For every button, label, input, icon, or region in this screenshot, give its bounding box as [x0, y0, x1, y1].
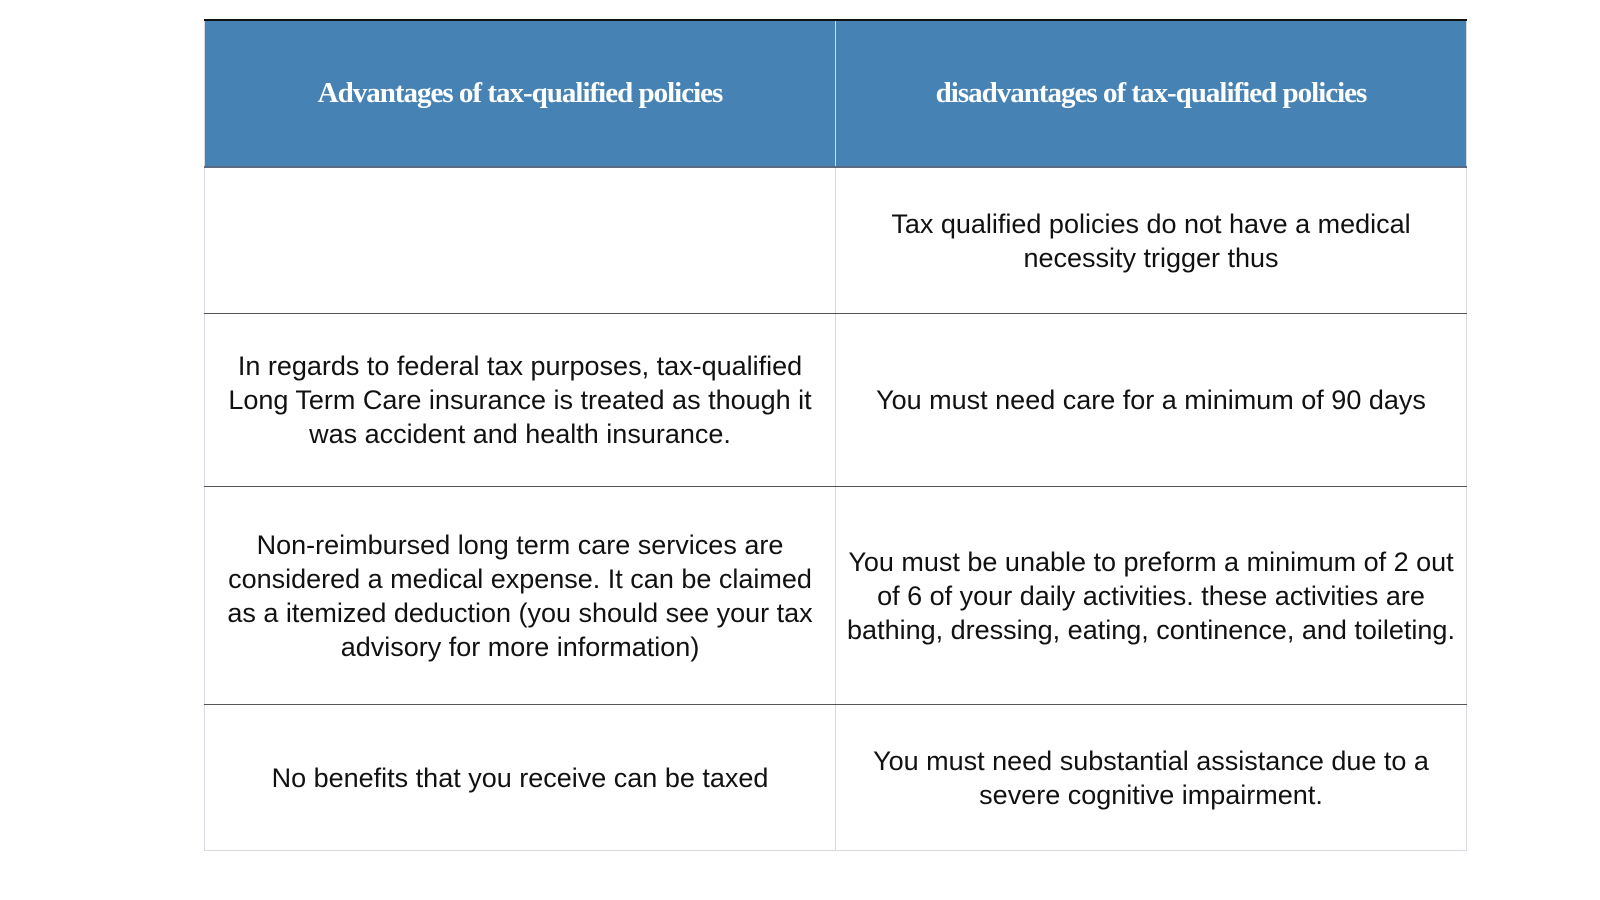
table-row [205, 705, 1467, 851]
disadvantage-cell: You must be unable to preform a minimum of 2 out of 6 of your daily activities. these activities are bathing, dressing, eating, continence, and toileting. [836, 487, 1467, 705]
comparison-table [204, 19, 1467, 851]
table-row [205, 314, 1467, 487]
advantage-cell [205, 167, 836, 314]
advantage-cell: Non-reimbursed long term care services are considered a medical expense. It can be claimed as a itemized deduction (you should see your tax advisory for more information) [205, 487, 836, 705]
header-disadvantages: disadvantages of tax-qualified policies [836, 20, 1467, 167]
disadvantage-cell: Tax qualified policies do not have a medical necessity trigger thus [836, 167, 1467, 314]
header-advantages: Advantages of tax-qualified policies [205, 20, 836, 167]
advantage-cell: No benefits that you receive can be taxed [205, 705, 836, 851]
disadvantage-cell: You must need substantial assistance due to a severe cognitive impairment. [836, 705, 1467, 851]
disadvantage-cell: You must need care for a minimum of 90 days [836, 314, 1467, 487]
advantage-cell: In regards to federal tax purposes, tax-qualified Long Term Care insurance is treated as though it was accident and health insurance. [205, 314, 836, 487]
header-row [205, 20, 1467, 167]
table-row [205, 167, 1467, 314]
table-row [205, 487, 1467, 705]
